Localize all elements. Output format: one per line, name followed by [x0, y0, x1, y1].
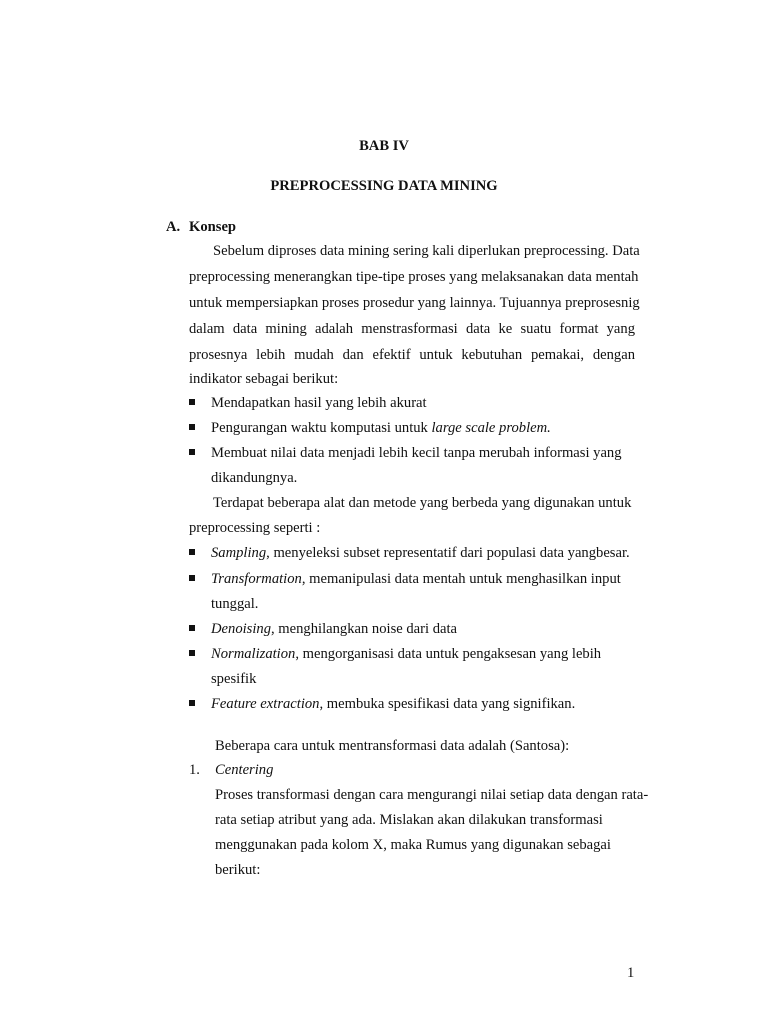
bullet-marker: [189, 449, 195, 455]
bullet-feature-extraction: [211, 695, 575, 713]
page-number: 1: [627, 965, 635, 981]
desc-transformation: , memanipulasi data mentah untuk menghasilkan input: [301, 571, 621, 587]
bullet-marker: [189, 575, 195, 581]
bullet-marker: [189, 424, 195, 430]
page-title: PREPROCESSING DATA MINING: [270, 178, 498, 194]
bullet-marker: [189, 700, 195, 706]
para3: Beberapa cara untuk mentransformasi data adalah (Santosa):: [215, 738, 570, 754]
intro-line-3: untuk mempersiapkan proses prosedur yang lainnya. Tujuannya preprosesnig: [189, 295, 640, 311]
desc-normalization: , mengorganisasi data untuk pengaksesan yang lebih: [295, 646, 602, 662]
item-line-2: rata setiap atribut yang ada. Mislakan akan dilakukan transformasi: [215, 812, 603, 828]
bullet-item-2-italic: large scale problem.: [431, 420, 551, 436]
bullet-normalization-line-2: spesifik: [211, 671, 257, 687]
bullet-item-1: Mendapatkan hasil yang lebih akurat: [211, 395, 427, 411]
bullet-marker: [189, 399, 195, 405]
term-transformation: Transformation: [211, 571, 302, 587]
bullet-marker: [189, 625, 195, 631]
section-marker: A.: [166, 219, 181, 235]
intro-line-2: preprocessing menerangkan tipe-tipe proses yang melaksanakan data mentah: [189, 269, 639, 285]
item-title-text: Centering: [215, 762, 274, 778]
chapter-label: BAB IV: [359, 138, 409, 154]
item-line-1: Proses transformasi dengan cara mengurangi nilai setiap data dengan rata-: [215, 787, 649, 803]
desc-feature-extraction: , membuka spesifikasi data yang signifikan.: [319, 696, 576, 712]
intro-line-1: Sebelum diproses data mining sering kali diperlukan preprocessing. Data: [213, 243, 640, 259]
bullet-normalization: [211, 645, 601, 663]
bullet-transformation: [211, 570, 621, 588]
term-denoising: Denoising: [211, 621, 271, 637]
bullet-item-3-line-2: dikandungnya.: [211, 470, 298, 486]
bullet-marker: [189, 650, 195, 656]
bullet-item-2: [211, 419, 551, 437]
item-title: [215, 761, 273, 779]
section-heading: Konsep: [189, 219, 237, 235]
desc-denoising: , menghilangkan noise dari data: [271, 621, 458, 637]
intro-line-5: prosesnya lebih mudah dan efektif untuk kebutuhan pemakai, dengan: [189, 347, 635, 363]
item-line-4: berikut:: [215, 862, 261, 878]
term-sampling: Sampling: [211, 545, 267, 561]
intro-line-4: dalam data mining adalah menstrasformasi data ke suatu format yang: [189, 321, 635, 337]
para2-line-2: preprocessing seperti :: [189, 520, 321, 536]
bullet-denoising: [211, 620, 457, 638]
term-normalization: Normalization: [211, 646, 296, 662]
intro-line-6: indikator sebagai berikut:: [189, 371, 339, 387]
item-line-3: menggunakan pada kolom X, maka Rumus yang digunakan sebagai: [215, 837, 611, 853]
bullet-item-2-text: Pengurangan waktu komputasi untuk: [211, 420, 432, 436]
item-number: 1.: [189, 762, 200, 778]
bullet-sampling: [211, 544, 630, 562]
bullet-item-3-line-1: Membuat nilai data menjadi lebih kecil tanpa merubah informasi yang: [211, 445, 622, 461]
para2-line-1: Terdapat beberapa alat dan metode yang berbeda yang digunakan untuk: [213, 495, 632, 511]
bullet-transformation-line-2: tunggal.: [211, 596, 259, 612]
bullet-marker: [189, 549, 195, 555]
term-feature-extraction: Feature extraction: [211, 696, 320, 712]
desc-sampling: , menyeleksi subset representatif dari populasi data yangbesar.: [266, 545, 630, 561]
